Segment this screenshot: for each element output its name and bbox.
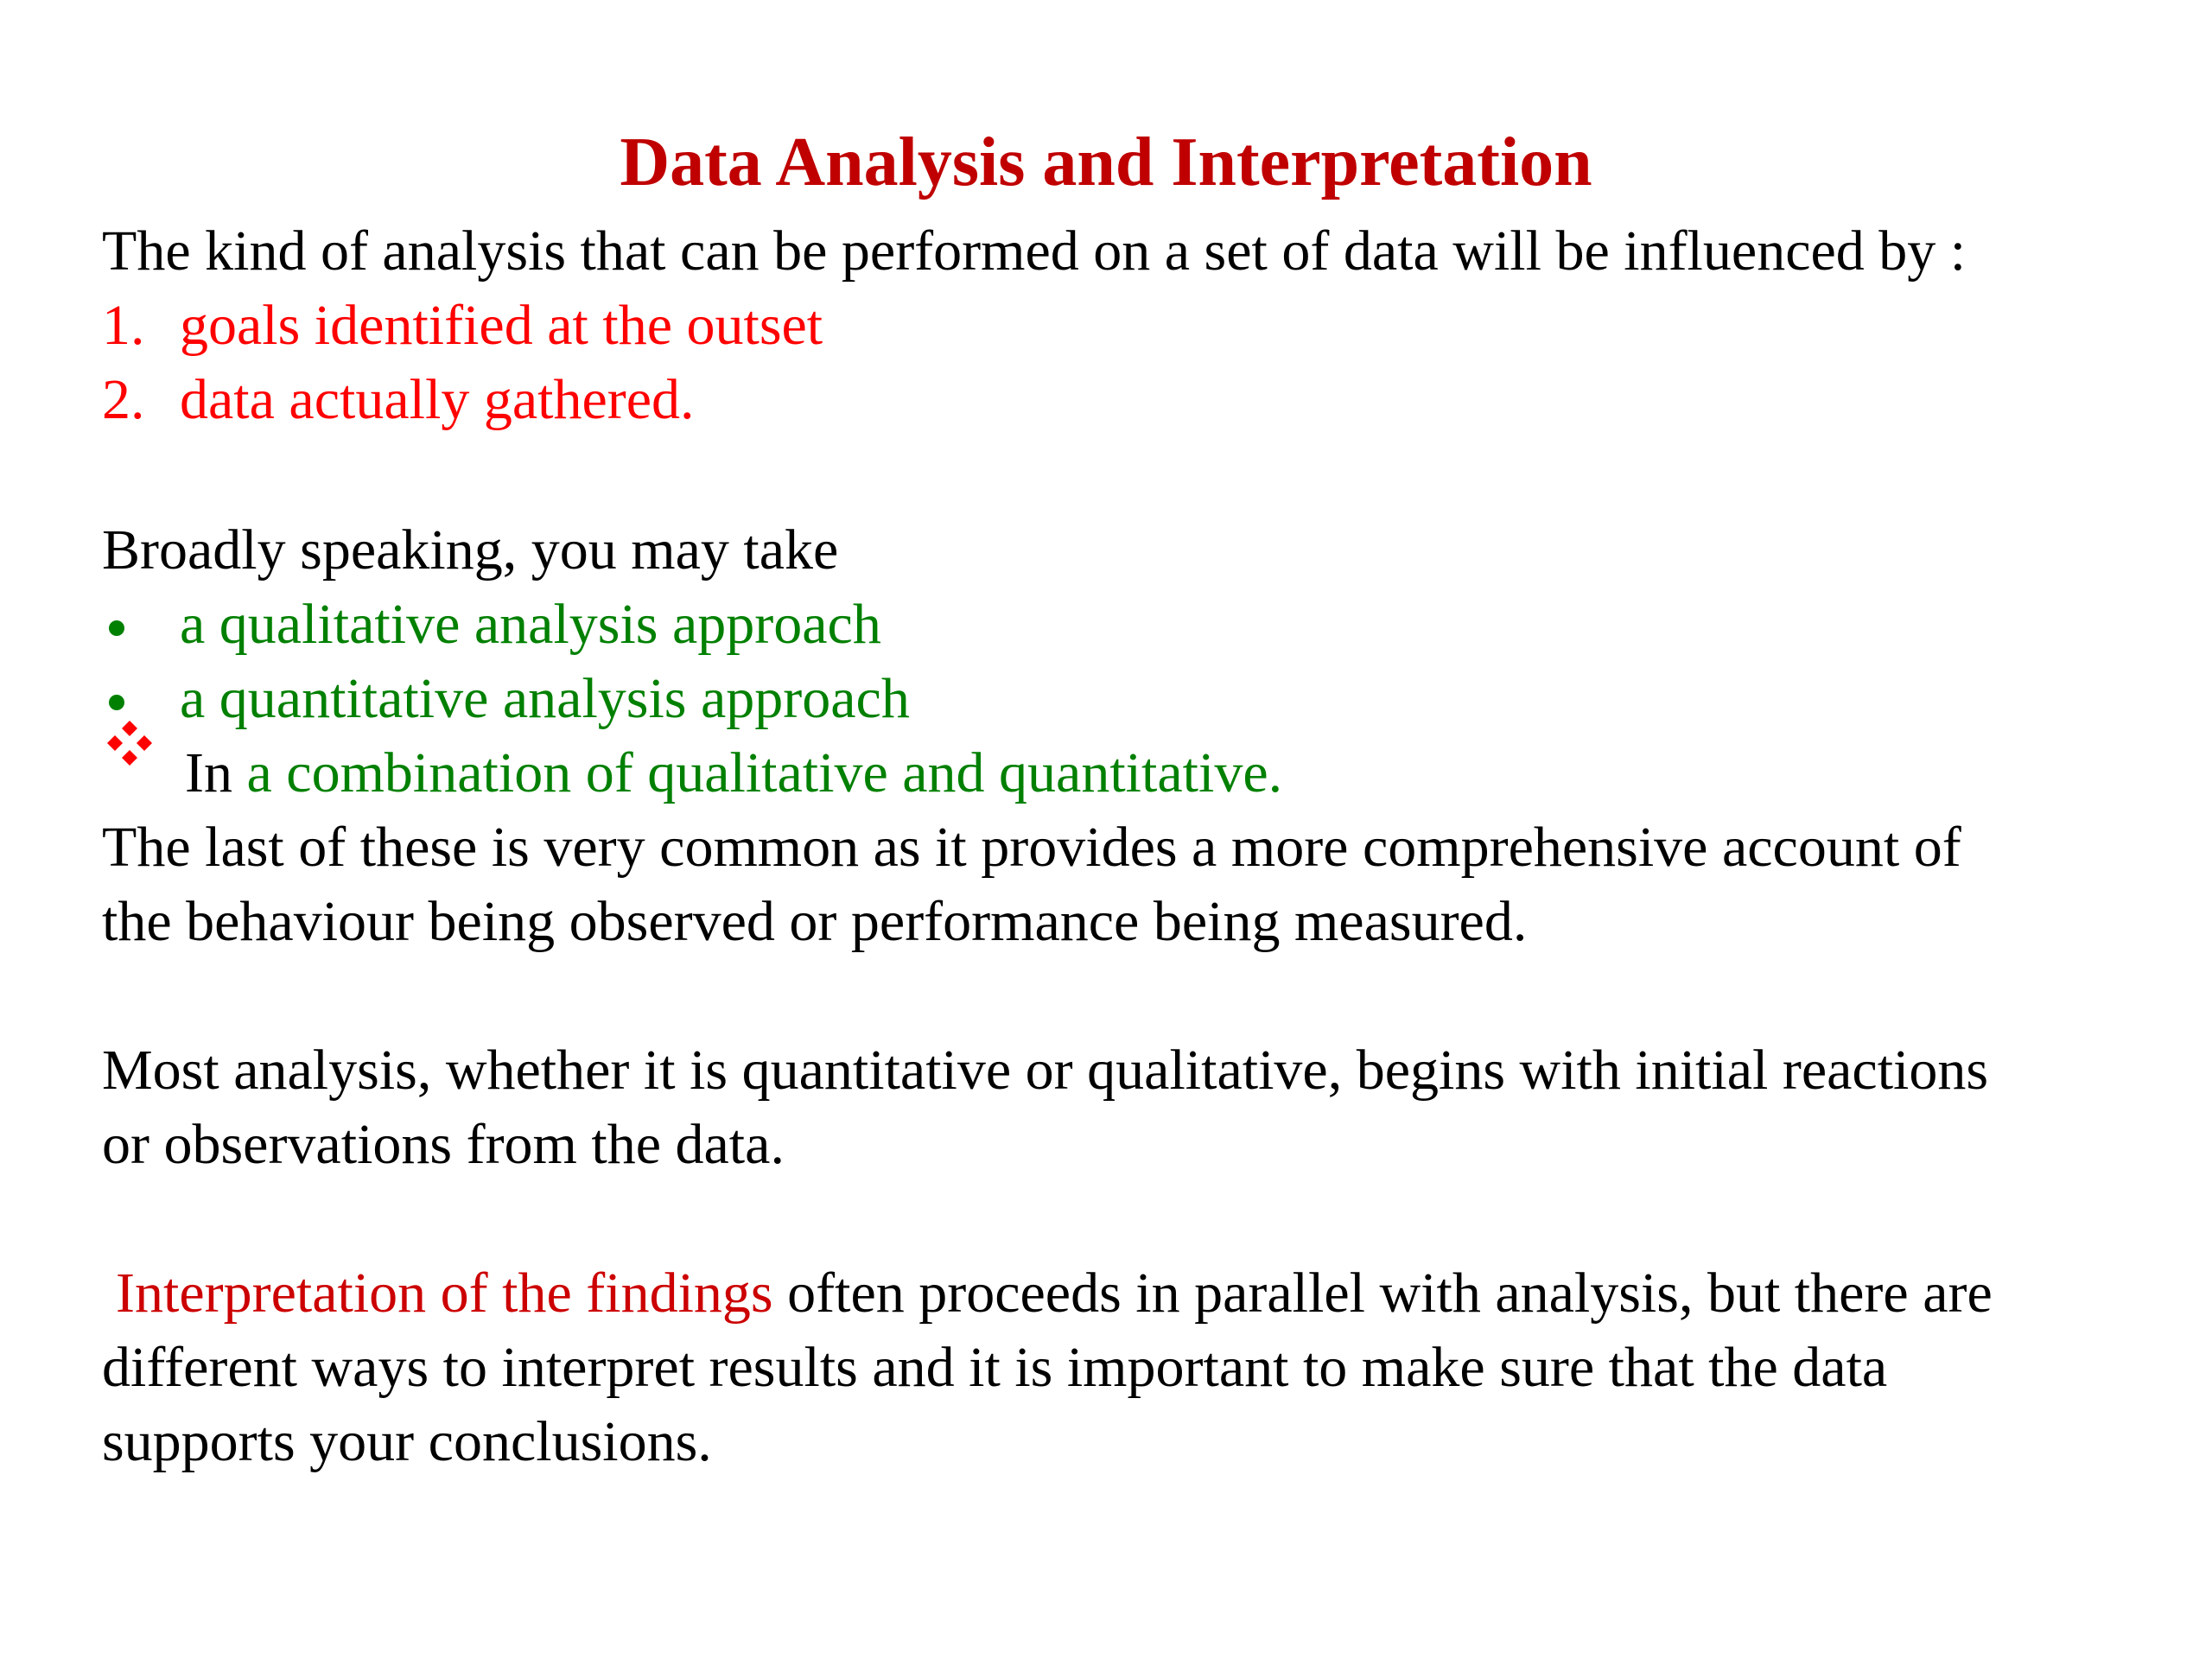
numbered-item-2-number: 2. — [102, 368, 145, 431]
combo-prefix: In — [185, 741, 232, 804]
numbered-item-2-text: data actually gathered. — [180, 368, 695, 431]
interp-para-line-2: different ways to interpret results and it is important to make sure that the data — [102, 1336, 1888, 1399]
numbered-item-1-number: 1. — [102, 294, 145, 357]
last-para-line-2: the behaviour being observed or performance being measured. — [102, 890, 1528, 953]
most-para-line-1: Most analysis, whether it is quantitative or qualitative, begins with initial reactions — [102, 1039, 1989, 1102]
numbered-item-1 — [102, 289, 823, 363]
most-para-line-2: or observations from the data. — [102, 1113, 785, 1176]
numbered-item-2 — [102, 363, 695, 437]
last-para-line-1: The last of these is very common as it provides a more comprehensive account of — [102, 816, 1961, 879]
bullet-item-1 — [102, 588, 881, 662]
combo-text: a combination of qualitative and quantitative. — [246, 741, 1283, 804]
combo-item — [102, 736, 1282, 810]
slide-title: Data Analysis and Interpretation — [620, 124, 1592, 200]
interp-line-1-rest: often proceeds in parallel with analysis, but there are — [772, 1262, 1993, 1325]
bullet-item-1-text: a qualitative analysis approach — [180, 593, 881, 656]
intro-text: The kind of analysis that can be performed on a set of data will be influenced by : — [102, 219, 1967, 283]
bullet-item-2-text: a quantitative analysis approach — [180, 667, 910, 730]
bullet-item-2 — [102, 662, 910, 736]
interp-highlight: Interpretation of the findings — [116, 1262, 773, 1325]
four-diamond-bullet-icon — [102, 757, 185, 791]
numbered-item-1-text: goals identified at the outset — [180, 294, 823, 357]
broadly-text: Broadly speaking, you may take — [102, 518, 839, 582]
interp-para-line-1 — [116, 1256, 1993, 1331]
interp-para-line-3: supports your conclusions. — [102, 1410, 712, 1473]
